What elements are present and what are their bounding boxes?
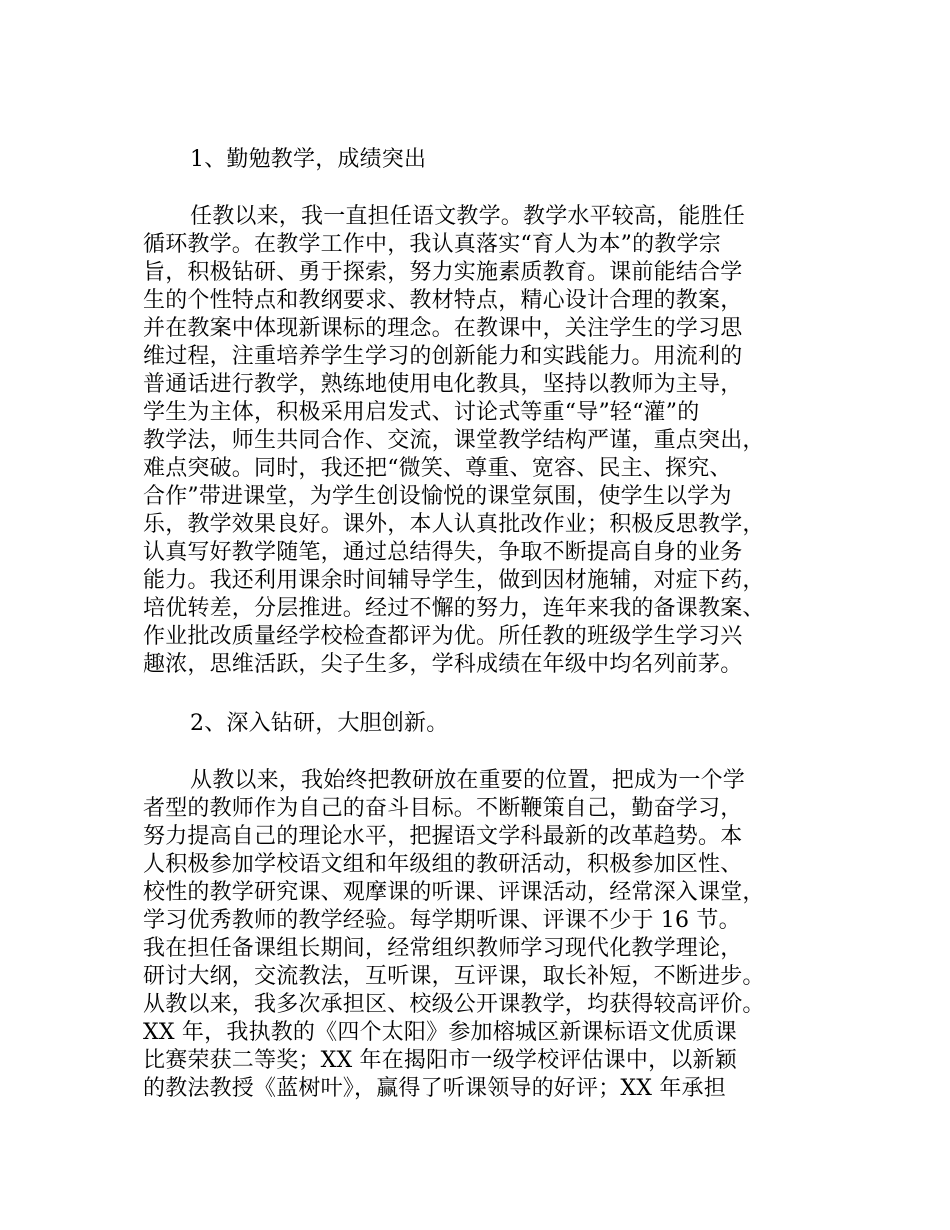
section-1-line: 作业批改质量经学校检查都评为优。所任教的班级学生学习兴 <box>143 624 743 649</box>
section-2-line: 学习优秀教师的教学经验。每学期听课、评课不少于 16 节。 <box>143 908 741 933</box>
section-1-line: 循环教学。在教学工作中，我认真落实“育人为本”的教学宗 <box>143 232 721 257</box>
section-1-line: 培优转差，分层推进。经过不懈的努力，连年来我的备课教案、 <box>143 596 765 621</box>
section-1-line: 教学法，师生共同合作、交流，课堂教学结构严谨，重点突出， <box>143 428 765 453</box>
section-2-line: 从教以来，我始终把教研放在重要的位置，把成为一个学 <box>190 768 746 793</box>
section-2-line: 从教以来，我多次承担区、校级公开课教学，均获得较高评价。 <box>143 992 765 1017</box>
section-1-heading: 1、勤勉教学，成绩突出 <box>190 147 427 172</box>
section-2-line: 努力提高自己的理论水平，把握语文学科最新的改革趋势。本 <box>143 824 743 849</box>
section-2-line: 者型的教师作为自己的奋斗目标。不断鞭策自己，勤奋学习， <box>143 796 743 821</box>
section-2-line: 比赛荣获二等奖；XX 年在揭阳市一级学校评估课中，以新颖 <box>143 1048 737 1073</box>
section-1-line: 任教以来，我一直担任语文教学。教学水平较高，能胜任 <box>190 204 746 229</box>
section-1-line: 合作”带进课堂，为学生创设愉悦的课堂氛围，使学生以学为 <box>143 484 732 509</box>
section-1-line: 难点突破。同时，我还把“微笑、尊重、宽容、民主、探究、 <box>143 456 732 481</box>
section-2-line: 的教法教授《蓝树叶》，赢得了听课领导的好评；XX 年承担 <box>143 1076 726 1101</box>
section-1-line: 生的个性特点和教纲要求、教材特点，精心设计合理的教案， <box>143 288 743 313</box>
section-2-heading: 2、深入钻研，大胆创新。 <box>190 711 449 736</box>
section-2-line: 我在担任备课组长期间，经常组织教师学习现代化教学理论， <box>143 936 743 961</box>
section-1-line: 普通话进行教学，熟练地使用电化教具，坚持以教师为主导， <box>143 372 743 397</box>
section-2-line: 研讨大纲，交流教法，互听课，互评课，取长补短，不断进步。 <box>143 964 765 989</box>
section-1-line: 并在教案中体现新课标的理念。在教课中，关注学生的学习思 <box>143 316 743 341</box>
section-1-line: 趣浓，思维活跃，尖子生多，学科成绩在年级中均名列前茅。 <box>143 652 743 677</box>
section-1-line: 学生为主体，积极采用启发式、讨论式等重“导”轻“灌”的 <box>143 400 700 425</box>
section-2-line: 校性的教学研究课、观摩课的听课、评课活动，经常深入课堂， <box>143 880 765 905</box>
section-1-line: 认真写好教学随笔，通过总结得失，争取不断提高自身的业务 <box>143 540 743 565</box>
section-1-line: 乐，教学效果良好。课外，本人认真批改作业；积极反思教学， <box>143 512 765 537</box>
section-1-line: 能力。我还利用课余时间辅导学生，做到因材施辅，对症下药， <box>143 568 765 593</box>
section-1-line: 旨，积极钻研、勇于探索，努力实施素质教育。课前能结合学 <box>143 260 743 285</box>
section-1-line: 维过程，注重培养学生学习的创新能力和实践能力。用流利的 <box>143 344 743 369</box>
section-2-line: 人积极参加学校语文组和年级组的教研活动，积极参加区性、 <box>143 852 743 877</box>
section-2-line: XX 年，我执教的《四个太阳》参加榕城区新课标语文优质课 <box>143 1020 737 1045</box>
